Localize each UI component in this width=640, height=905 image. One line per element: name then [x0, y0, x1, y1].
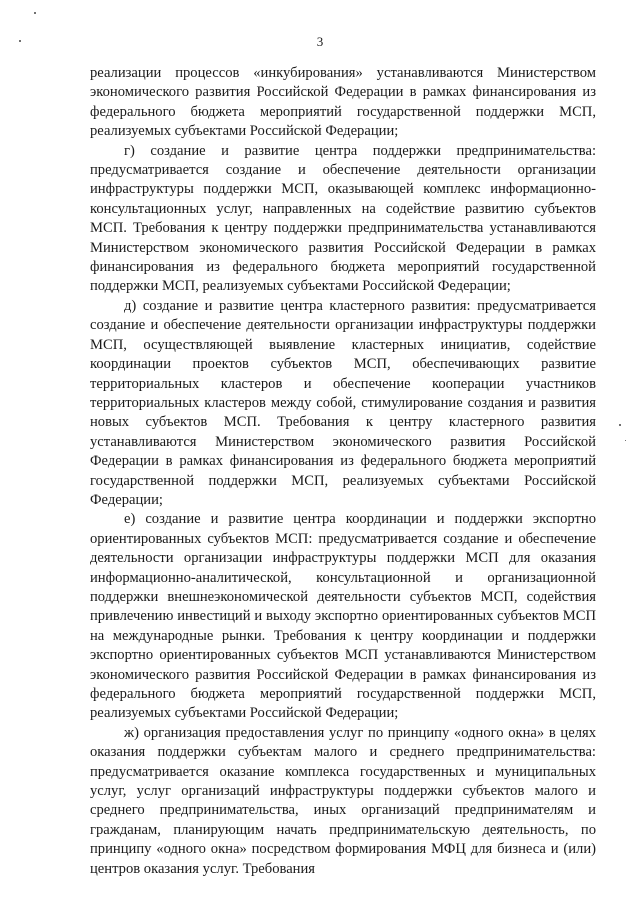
paragraph: д) создание и развитие центра кластерного развития: предусматривается создание и обеспечение деятельности организации инфраструктуры поддержки МСП, осуществляющей выявление кластерных инициатив, содействие координации проектов субъектов МСП, обеспечивающих развитие территориальных кластеров и обеспечение кооперации участников территориальных кластеров между собой, стимулирование создания и развития новых субъектов МСП. Требования к центру кластерного развития устанавливаются Министерством экономического развития Российской Федерации в рамках финансирования из федерального бюджета мероприятий государственной поддержки МСП, реализуемых субъектами Российской Федерации;	[90, 297, 596, 508]
scan-speck	[34, 12, 36, 14]
paragraph: е) создание и развитие центра координации и поддержки экспортно ориентированных субъектов МСП: предусматривается создание и обеспечение деятельности организации инфраструктуры поддержки МСП для оказания информационно-аналитической, консультационной и организационной поддержки внешнеэкономической деятельности субъектов МСП, содействия привлечению инвестиций и выходу экспортно ориентированных субъектов МСП на международные рынки. Требования к центру координации и поддержки экспортно ориентированных субъектов МСП устанавливаются Министерством экономического развития Российской Федерации в рамках финансирования из федерального бюджета мероприятий государственной поддержки МСП, реализуемых субъектами Российской Федерации;	[90, 511, 596, 722]
paragraph: ж) организация предоставления услуг по принципу «одного окна» в целях оказания поддержки субъектам малого и среднего предпринимательства: предусматривается оказание комплекса государственных и муниципальных услуг, услуг организаций инфраструктуры поддержки субъектов малого и среднего предпринимательства, иных организаций предпринимателям и гражданам, планирующим начать предпринимательскую деятельность, по принципу «одного окна» посредством формирования МФЦ для бизнеса и (или) центров оказания услуг. Требования	[90, 724, 596, 877]
paragraph: реализации процессов «инкубирования» устанавливаются Министерством экономического развития Российской Федерации в рамках финансирования из федерального бюджета мероприятий государственной поддержки МСП, реализуемых субъектами Российской Федерации;	[90, 65, 596, 140]
paragraph: г) создание и развитие центра поддержки предпринимательства: предусматривается создание и обеспечение деятельности организации инфраструктуры поддержки МСП, оказывающей комплекс информационно-консультационных услуг, направленных на содействие развитию субъектов МСП. Требования к центру поддержки предпринимательства устанавливаются Министерством экономического развития Российской Федерации в рамках финансирования из федерального бюджета мероприятий государственной поддержки МСП, реализуемых субъектами Российской Федерации;	[90, 142, 596, 295]
document-body	[90, 64, 596, 879]
scan-speck	[625, 440, 626, 441]
page-number: 3	[316, 34, 324, 49]
scan-speck	[619, 424, 621, 426]
